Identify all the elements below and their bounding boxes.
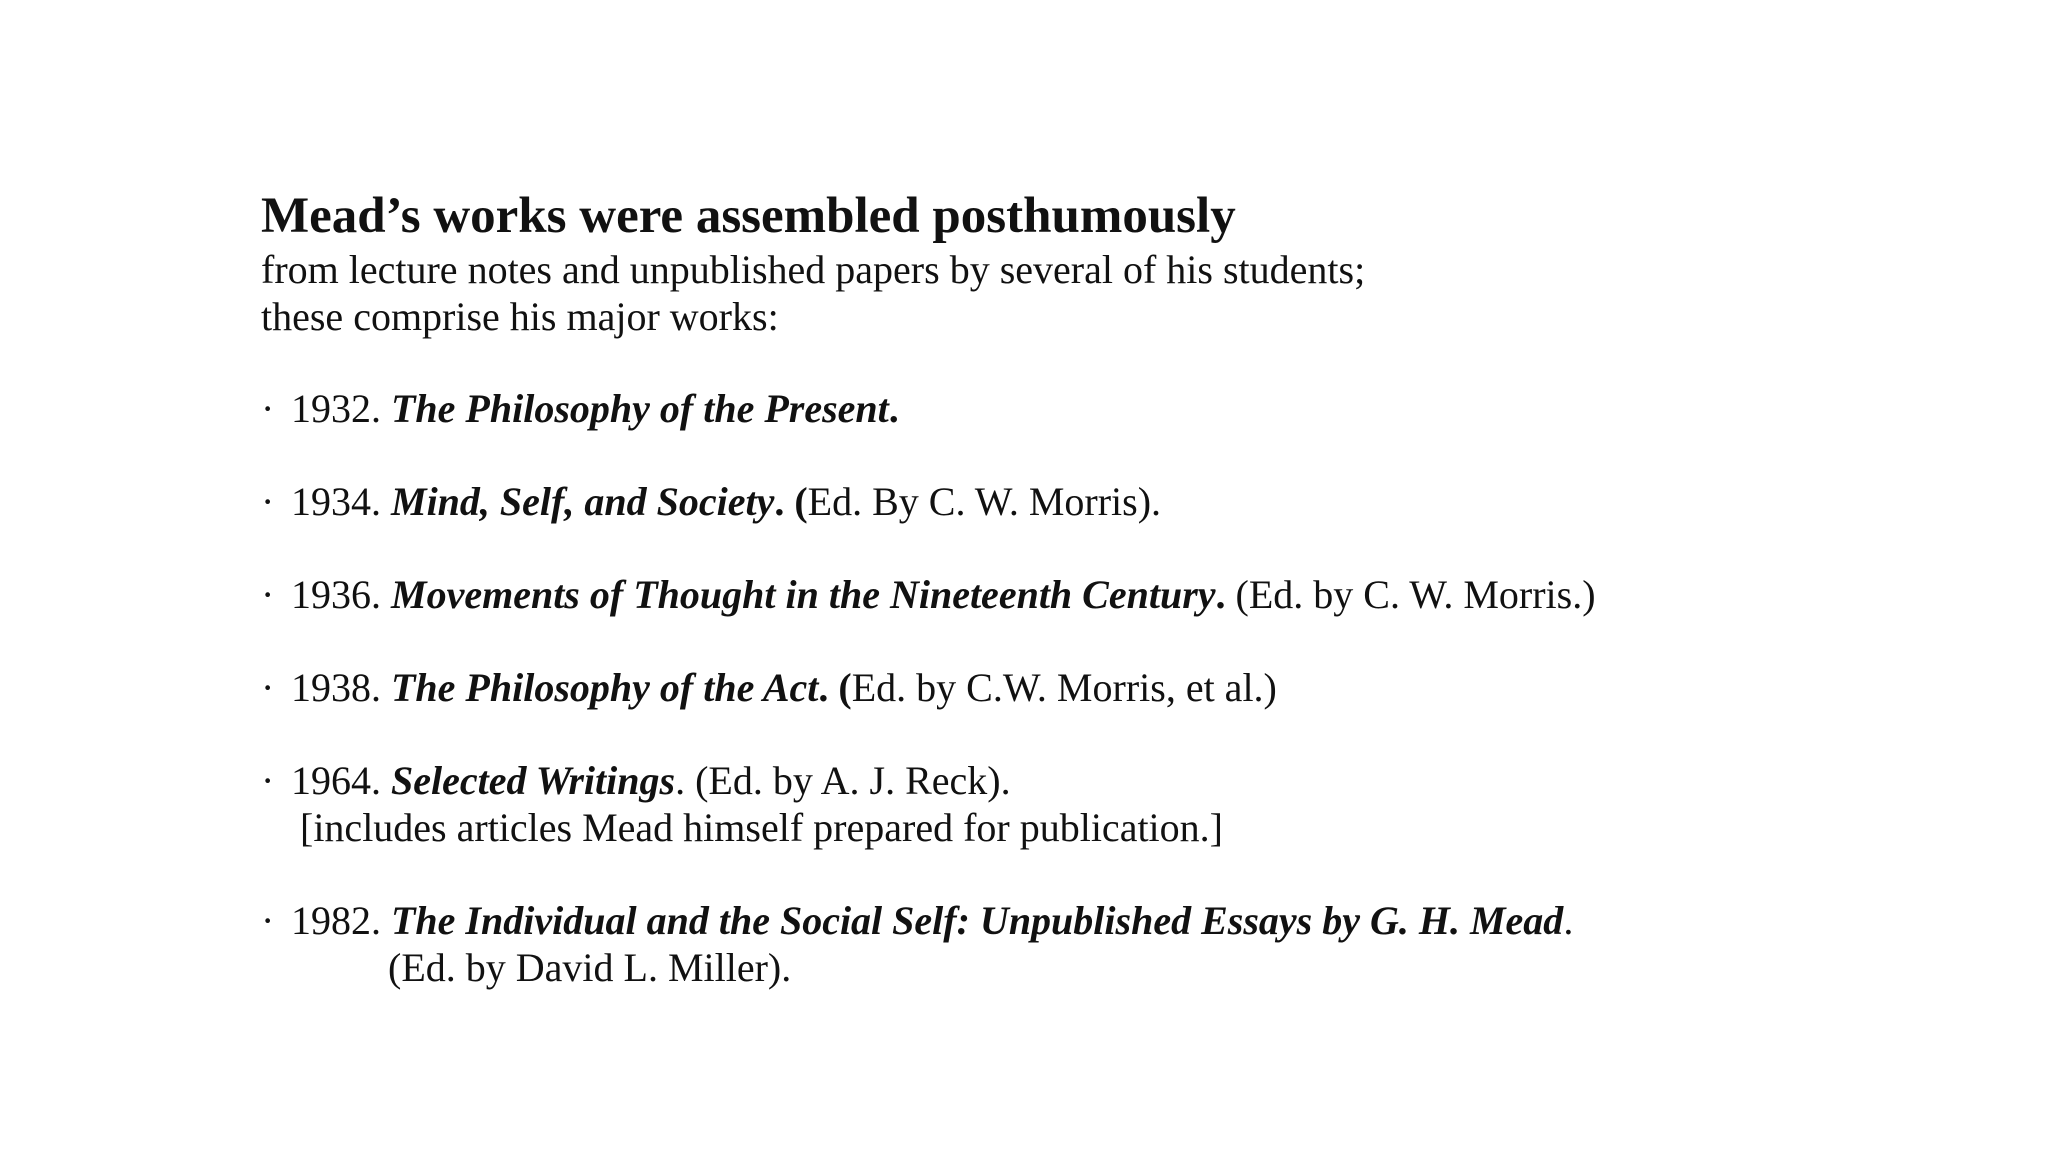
work-title: Mind, Self, and Society xyxy=(391,479,775,524)
work-year: 1938. xyxy=(291,665,381,710)
work-note: (Ed. by David L. Miller). xyxy=(388,945,792,990)
work-year: 1964. xyxy=(291,758,381,803)
bullet-marker: · xyxy=(261,386,275,431)
works-list xyxy=(261,385,1961,991)
work-year: 1934. xyxy=(291,479,381,524)
work-title-suffix: . xyxy=(888,386,899,431)
work-editor: Ed. By C. W. Morris). xyxy=(807,479,1162,524)
work-title-suffix: . ( xyxy=(774,479,808,524)
work-title: The Individual and the Social Self: Unpublished Essays by G. H. Mead xyxy=(391,898,1564,943)
slide-title: Mead’s works were assembled posthumously xyxy=(261,188,1236,244)
work-item-1938 xyxy=(261,664,1961,711)
bullet-marker: · xyxy=(261,758,275,803)
subtitle-line-2: these comprise his major works: xyxy=(261,294,779,339)
work-title: Movements of Thought in the Nineteenth Century xyxy=(391,572,1216,617)
bullet-marker: · xyxy=(261,479,275,524)
subtitle-line-1: from lecture notes and unpublished papers by several of his students; xyxy=(261,247,1366,292)
work-title: The Philosophy of the Act xyxy=(391,665,819,710)
bullet-marker: · xyxy=(261,665,275,710)
work-title: Selected Writings xyxy=(391,758,676,803)
work-title-suffix: . xyxy=(1215,572,1226,617)
work-note: [includes articles Mead himself prepared for publication.] xyxy=(300,805,1223,850)
work-year: 1932. xyxy=(291,386,381,431)
work-editor: Ed. by C.W. Morris, et al.) xyxy=(851,665,1277,710)
slide-content xyxy=(261,186,1961,1037)
work-year: 1982. xyxy=(291,898,381,943)
work-editor: . xyxy=(1563,898,1574,943)
bullet-marker: · xyxy=(261,572,275,617)
work-item-1936 xyxy=(261,571,1961,618)
bullet-marker: · xyxy=(261,898,275,943)
work-item-1982 xyxy=(261,897,1961,991)
work-editor: (Ed. by C. W. Morris.) xyxy=(1225,572,1596,617)
work-editor: . (Ed. by A. J. Reck). xyxy=(675,758,1011,803)
work-item-1934 xyxy=(261,478,1961,525)
work-item-1932 xyxy=(261,385,1961,432)
work-item-1964 xyxy=(261,757,1961,851)
work-title-suffix: . ( xyxy=(818,665,852,710)
work-year: 1936. xyxy=(291,572,381,617)
work-title: The Philosophy of the Present xyxy=(391,386,889,431)
